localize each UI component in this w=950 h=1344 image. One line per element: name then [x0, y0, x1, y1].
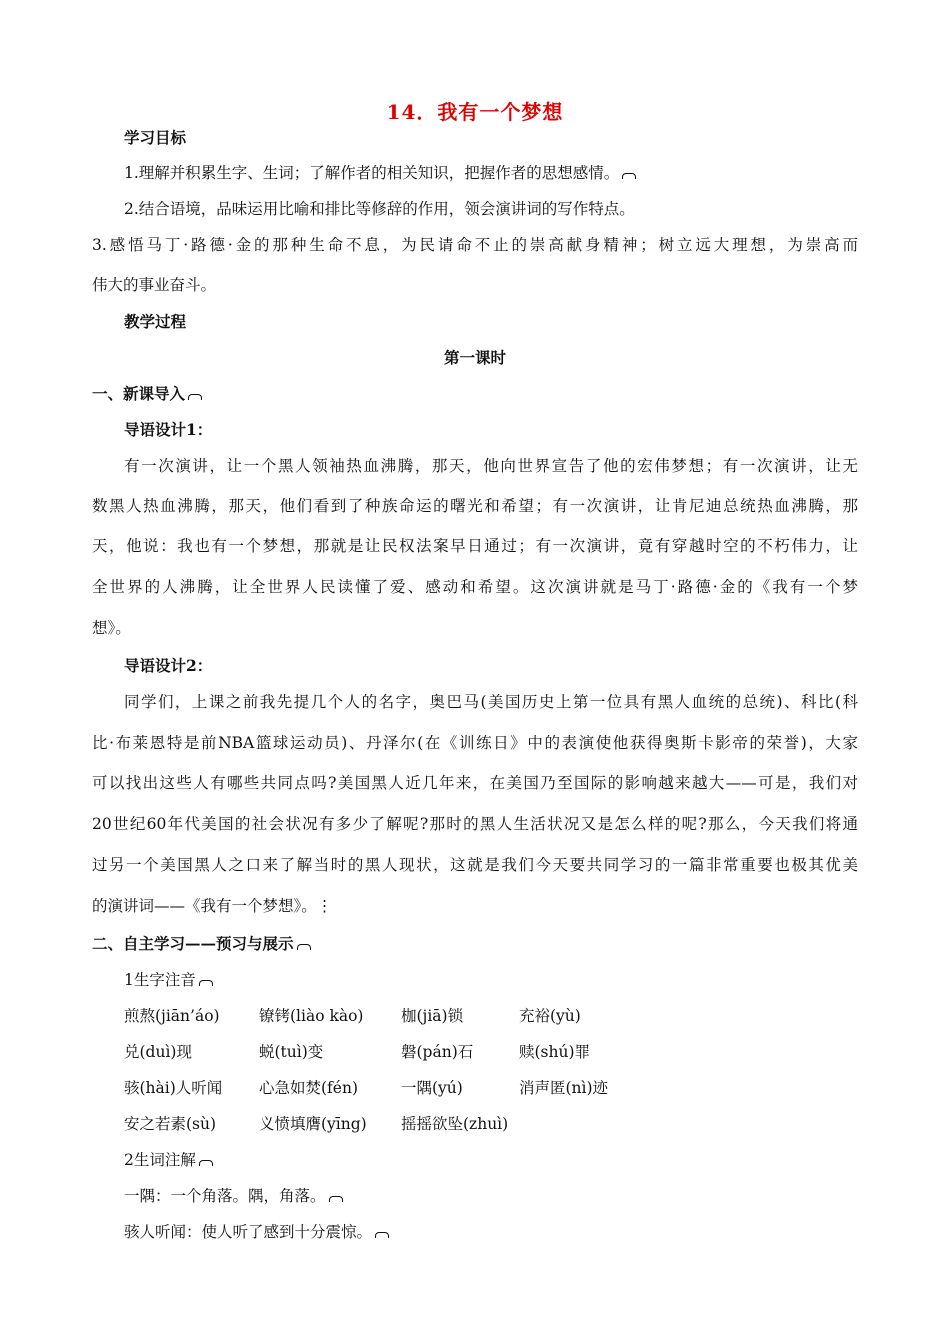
pinyin-cell: 煎熬(jiān’áo)	[124, 1007, 220, 1025]
process-heading: 教学过程	[124, 312, 187, 331]
pinyin-cell: 充裕(yù)	[519, 1007, 581, 1025]
objective-item: 2.结合语境，品味运用比喻和排比等修辞的作用，领会演讲词的写作特点。	[124, 200, 635, 218]
section1-heading	[92, 384, 202, 404]
pinyin-cell: 消声匿(nì)迹	[519, 1079, 609, 1097]
objective-item	[124, 163, 636, 183]
pinyin-cell: 安之若素(sù)	[124, 1115, 217, 1133]
paragraph-line: 全世界的人沸腾，让全世界人民读懂了爱、感动和希望。这次演讲就是马丁·路德·金的《我有一个梦	[92, 578, 858, 596]
vocab-item	[124, 1186, 343, 1206]
section2-heading-text: 二、自主学习——预习与展示	[92, 934, 294, 953]
edit-mark-icon	[329, 1196, 343, 1202]
objective-item-continued: 伟大的事业奋斗。	[92, 276, 217, 294]
vocab-text: 骇人听闻：使人听了感到十分震惊。	[124, 1223, 373, 1241]
pinyin-cell: 摇摇欲坠(zhuì)	[401, 1115, 509, 1133]
paragraph-line: 比·布莱恩特是前NBA篮球运动员)、丹泽尔(在《训练日》中的表演使他获得奥斯卡影帝的荣誉)，大家	[92, 734, 858, 752]
pinyin-cell: 磐(pán)石	[401, 1043, 474, 1061]
paragraph-line: 过另一个美国黑人之口来了解当时的黑人现状，这就是我们今天要共同学习的一篇非常重要也极其优美	[92, 856, 858, 874]
paragraph-line: 天，他说：我也有一个梦想，那就是让民权法案早日通过；有一次演讲，竟有穿越时空的不朽伟力，让	[92, 537, 858, 555]
design1-heading: 导语设计1：	[124, 420, 213, 439]
edit-mark-icon	[199, 980, 213, 986]
pinyin-heading-text: 1生字注音	[124, 971, 196, 989]
paragraph-line: 可以找出这些人有哪些共同点吗?美国黑人近几年来，在美国乃至国际的影响越来越大——可是，我们对	[92, 774, 858, 792]
design2-heading: 导语设计2：	[124, 656, 213, 675]
edit-mark-icon	[297, 944, 311, 950]
lesson-heading: 第一课时	[443, 348, 506, 367]
vocab-text: 一隅：一个角落。隅，角落。	[124, 1187, 326, 1205]
pinyin-cell: 赎(shú)罪	[519, 1043, 591, 1061]
objective-item: 3.感悟马丁·路德·金的那种生命不息，为民请命不止的崇高献身精神；树立远大理想，为崇高而	[92, 236, 858, 254]
pinyin-cell: 兑(duì)现	[124, 1043, 192, 1061]
objective-text: 1.理解并积累生字、生词；了解作者的相关知识，把握作者的思想感情。	[124, 164, 620, 182]
vocab-heading	[124, 1150, 213, 1170]
vocab-item	[124, 1222, 389, 1242]
vocab-heading-text: 2生词注解	[124, 1151, 196, 1169]
paragraph-line: 的演讲词——《我有一个梦想》。⋮	[92, 897, 333, 915]
edit-mark-icon	[188, 394, 202, 400]
edit-mark-icon	[375, 1232, 389, 1238]
objectives-heading: 学习目标	[124, 128, 187, 147]
pinyin-cell: 心急如焚(fén)	[259, 1079, 358, 1097]
paragraph-line: 同学们，上课之前我先提几个人的名字，奥巴马(美国历史上第一位具有黑人血统的总统)、科比(科	[124, 693, 858, 711]
section2-heading	[92, 934, 311, 954]
edit-mark-icon	[622, 173, 636, 179]
pinyin-cell: 蜕(tuì)变	[259, 1043, 324, 1061]
pinyin-cell: 义愤填膺(yīng)	[259, 1115, 367, 1133]
pinyin-cell: 一隅(yú)	[401, 1079, 463, 1097]
pinyin-cell: 骇(hài)人听闻	[124, 1079, 223, 1097]
pinyin-cell: 枷(jiā)锁	[401, 1007, 464, 1025]
section1-heading-text: 一、新课导入	[92, 384, 186, 403]
pinyin-heading	[124, 970, 213, 990]
pinyin-cell: 镣铐(liào kào)	[259, 1007, 364, 1025]
paragraph-line: 有一次演讲，让一个黑人领袖热血沸腾，那天，他向世界宣告了他的宏伟梦想；有一次演讲，让无	[124, 457, 858, 475]
paragraph-line: 想》。	[92, 619, 131, 637]
edit-mark-icon	[199, 1160, 213, 1166]
paragraph-line: 数黑人热血沸腾，那天，他们看到了种族命运的曙光和希望；有一次演讲，让肯尼迪总统热血沸腾，那	[92, 497, 858, 515]
document-title: 14．我有一个梦想	[386, 100, 564, 124]
paragraph-line: 20世纪60年代美国的社会状况有多少了解呢?那时的黑人生活状况又是怎么样的呢?那么，今天我们将通	[92, 815, 858, 833]
